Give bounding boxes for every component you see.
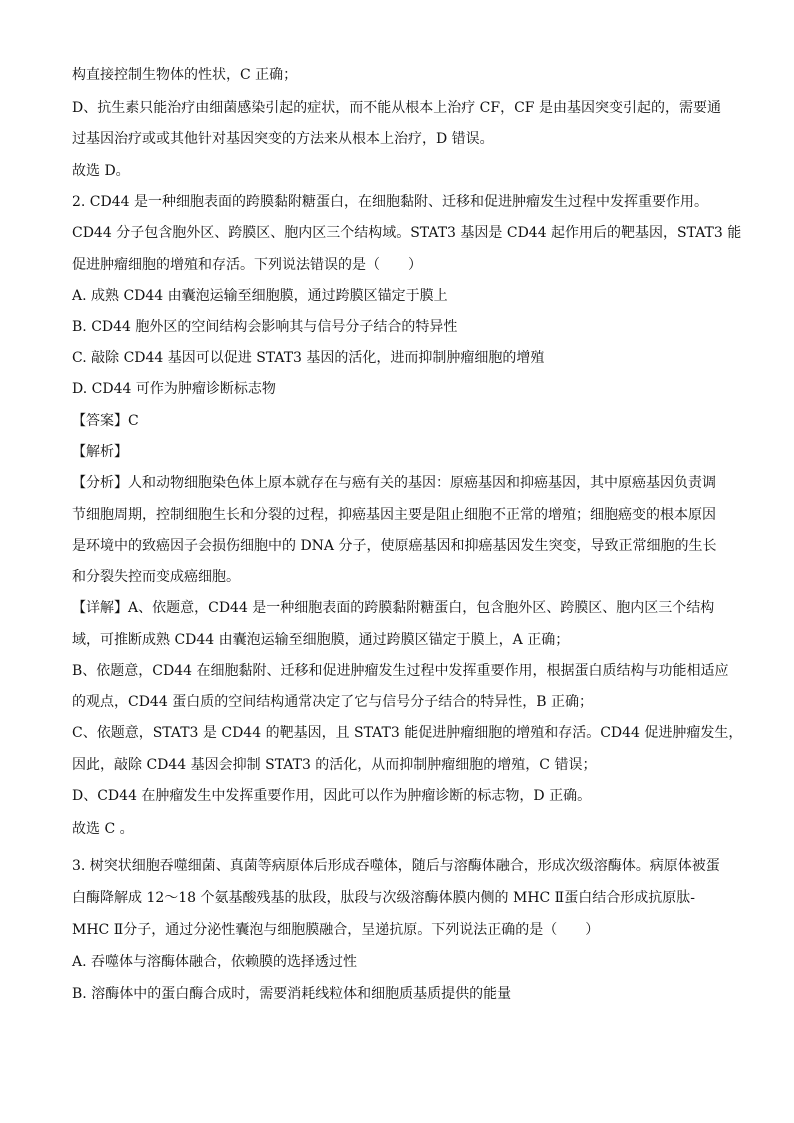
- text-line: D、CD44 在肿瘤发生中发挥重要作用，因此可以作为肿瘤诊断的标志物，D 正确。: [72, 788, 592, 804]
- option-d: D. CD44 可作为肿瘤诊断标志物: [72, 381, 276, 397]
- text-line: 的观点，CD44 蛋白质的空间结构通常决定了它与信号分子结合的特异性，B 正确；: [72, 694, 593, 710]
- option-a: A. 吞噬体与溶酶体融合，依赖膜的选择透过性: [72, 954, 358, 970]
- text-line: 【分析】人和动物细胞染色体上原本就存在与癌有关的基因：原癌基因和抑癌基因，其中原癌基因负责调: [72, 475, 716, 491]
- text-line: C、依题意，STAT3 是 CD44 的靶基因，且 STAT3 能促进肿瘤细胞的增殖和存活。CD44 促进肿瘤发生，: [72, 725, 743, 741]
- text-line: B、依题意，CD44 在细胞黏附、迁移和促进肿瘤发生过程中发挥重要作用，根据蛋白质结构与功能相适应: [72, 663, 729, 679]
- text-line: 构直接控制生物体的性状，C 正确；: [72, 67, 298, 83]
- text-line: 白酶降解成 12～18 个氨基酸残基的肽段，肽段与次级溶酶体膜内侧的 MHC Ⅱ蛋白结合形成抗原肽-: [72, 890, 695, 906]
- text-line: CD44 分子包含胞外区、跨膜区、胞内区三个结构域。STAT3 基因是 CD44 起作用后的靶基因，STAT3 能: [72, 225, 742, 241]
- option-b: B. 溶酶体中的蛋白酶合成时，需要消耗线粒体和细胞质基质提供的能量: [72, 986, 512, 1002]
- text-line: 是环境中的致癌因子会损伤细胞中的 DNA 分子，使原癌基因和抑癌基因发生突变，导致正常细胞的生长: [72, 538, 717, 554]
- option-b: B. CD44 胞外区的空间结构会影响其与信号分子结合的特异性: [72, 319, 458, 335]
- answer-line: 【答案】C: [72, 413, 139, 429]
- text-line: 故选 C 。: [72, 821, 134, 837]
- text-line: D、抗生素只能治疗由细菌感染引起的症状，而不能从根本上治疗 CF，CF 是由基因突变引起的，需要通: [72, 100, 721, 116]
- text-line: 和分裂失控而变成癌细胞。: [72, 569, 240, 585]
- text-line: 域，可推断成熟 CD44 由囊泡运输至细胞膜，通过跨膜区锚定于膜上，A 正确；: [72, 632, 570, 648]
- text-line: 过基因治疗或或其他针对基因突变的方法来从根本上治疗，D 错误。: [72, 131, 494, 147]
- text-line: 故选 D。: [72, 163, 130, 179]
- text-line: 促进肿瘤细胞的增殖和存活。下列说法错误的是（ ）: [72, 257, 422, 273]
- analysis-heading: 【解析】: [72, 444, 128, 460]
- text-line: 节细胞周期，控制细胞生长和分裂的过程，抑癌基因主要是阻止细胞不正常的增殖；细胞癌变的根本原因: [72, 507, 716, 523]
- text-line: MHC Ⅱ分子，通过分泌性囊泡与细胞膜融合，呈递抗原。下列说法正确的是（ ）: [72, 922, 600, 938]
- option-a: A. 成熟 CD44 由囊泡运输至细胞膜，通过跨膜区锚定于膜上: [72, 288, 448, 304]
- option-c: C. 敲除 CD44 基因可以促进 STAT3 基因的活化，进而抑制肿瘤细胞的增殖: [72, 350, 545, 366]
- question-2-stem: 2. CD44 是一种细胞表面的跨膜黏附糖蛋白，在细胞黏附、迁移和促进肿瘤发生过程中发挥重要作用。: [72, 194, 709, 210]
- text-line: 【详解】A、依题意，CD44 是一种细胞表面的跨膜黏附糖蛋白，包含胞外区、跨膜区、胞内区三个结构: [72, 600, 715, 616]
- question-3-stem: 3. 树突状细胞吞噬细菌、真菌等病原体后形成吞噬体，随后与溶酶体融合，形成次级溶酶体。病原体被蛋: [72, 858, 720, 874]
- text-line: 因此，敲除 CD44 基因会抑制 STAT3 的活化，从而抑制肿瘤细胞的增殖，C 错误；: [72, 757, 597, 773]
